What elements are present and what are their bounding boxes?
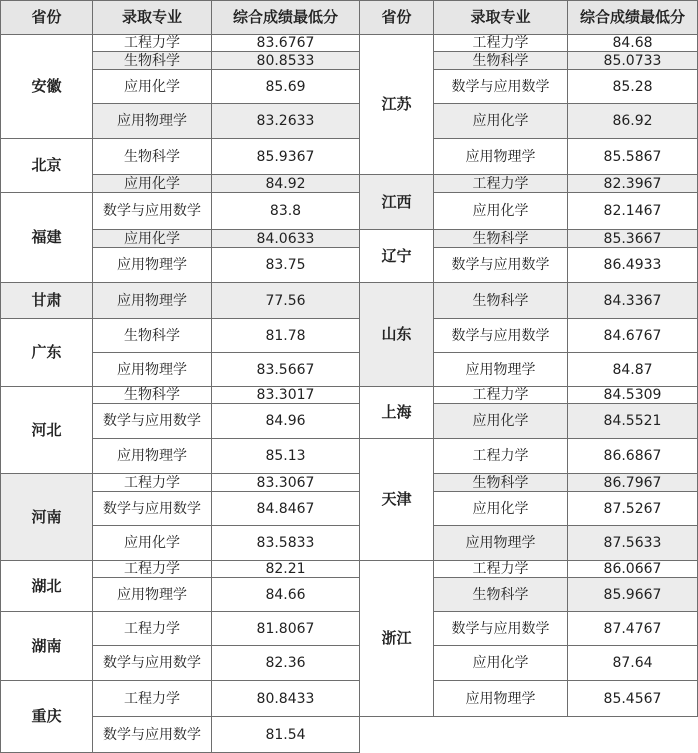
score-cell: 86.7967: [568, 474, 698, 492]
major-cell: 应用物理学: [434, 681, 568, 717]
province-cell: 安徽: [0, 35, 93, 139]
score-cell: 87.5633: [568, 526, 698, 561]
score-cell: 84.0633: [212, 230, 360, 248]
score-cell: 84.68: [568, 35, 698, 52]
major-cell: 应用物理学: [93, 248, 212, 283]
province-cell: 重庆: [0, 681, 93, 753]
major-cell: 生物科学: [93, 319, 212, 353]
header-cell: 综合成绩最低分: [568, 0, 698, 35]
province-cell: 北京: [0, 139, 93, 193]
score-cell: 81.8067: [212, 612, 360, 646]
major-cell: 应用化学: [434, 193, 568, 230]
major-cell: 工程力学: [434, 175, 568, 193]
score-cell: 85.13: [212, 439, 360, 474]
province-cell: 湖北: [0, 561, 93, 612]
major-cell: 工程力学: [93, 612, 212, 646]
major-cell: 应用化学: [93, 70, 212, 104]
score-cell: 82.3967: [568, 175, 698, 193]
major-cell: 数学与应用数学: [434, 612, 568, 646]
province-cell: 天津: [360, 439, 434, 561]
major-cell: 生物科学: [93, 52, 212, 70]
score-cell: 85.3667: [568, 230, 698, 248]
score-cell: 85.5867: [568, 139, 698, 175]
major-cell: 工程力学: [434, 387, 568, 404]
score-cell: 84.96: [212, 404, 360, 439]
major-cell: 数学与应用数学: [434, 319, 568, 353]
major-cell: 应用化学: [93, 230, 212, 248]
score-cell: 87.5267: [568, 492, 698, 526]
score-cell: 85.28: [568, 70, 698, 104]
province-cell: 福建: [0, 193, 93, 283]
major-cell: 应用化学: [93, 526, 212, 561]
score-cell: 84.5309: [568, 387, 698, 404]
province-cell: 甘肃: [0, 283, 93, 319]
score-cell: 85.69: [212, 70, 360, 104]
score-cell: 85.0733: [568, 52, 698, 70]
score-cell: 86.92: [568, 104, 698, 139]
major-cell: 应用化学: [434, 492, 568, 526]
major-cell: 应用物理学: [93, 353, 212, 387]
score-cell: 84.3367: [568, 283, 698, 319]
header-cell: 省份: [360, 0, 434, 35]
score-cell: 84.8467: [212, 492, 360, 526]
province-cell: 上海: [360, 387, 434, 439]
major-cell: 应用物理学: [93, 104, 212, 139]
score-cell: 84.6767: [568, 319, 698, 353]
major-cell: 应用物理学: [434, 139, 568, 175]
major-cell: 生物科学: [93, 387, 212, 404]
score-cell: 86.0667: [568, 561, 698, 578]
score-cell: 83.3067: [212, 474, 360, 492]
province-cell: 江西: [360, 175, 434, 230]
score-cell: 82.1467: [568, 193, 698, 230]
major-cell: 应用化学: [93, 175, 212, 193]
major-cell: 数学与应用数学: [434, 70, 568, 104]
score-cell: 85.9667: [568, 578, 698, 612]
major-cell: 应用化学: [434, 104, 568, 139]
score-cell: 84.5521: [568, 404, 698, 439]
score-cell: 85.9367: [212, 139, 360, 175]
score-cell: 77.56: [212, 283, 360, 319]
major-cell: 工程力学: [434, 439, 568, 474]
score-cell: 86.6867: [568, 439, 698, 474]
major-cell: 生物科学: [434, 283, 568, 319]
major-cell: 数学与应用数学: [93, 404, 212, 439]
province-cell: 山东: [360, 283, 434, 387]
major-cell: 生物科学: [93, 139, 212, 175]
score-cell: 83.8: [212, 193, 360, 230]
major-cell: 应用物理学: [93, 578, 212, 612]
major-cell: 应用物理学: [93, 283, 212, 319]
score-cell: 83.75: [212, 248, 360, 283]
major-cell: 生物科学: [434, 52, 568, 70]
score-cell: 82.36: [212, 646, 360, 681]
major-cell: 工程力学: [93, 561, 212, 578]
major-cell: 数学与应用数学: [93, 193, 212, 230]
major-cell: 工程力学: [93, 474, 212, 492]
major-cell: 数学与应用数学: [93, 717, 212, 753]
header-cell: 综合成绩最低分: [212, 0, 360, 35]
province-cell: 浙江: [360, 561, 434, 717]
score-cell: 82.21: [212, 561, 360, 578]
province-cell: 湖南: [0, 612, 93, 681]
major-cell: 应用化学: [434, 646, 568, 681]
score-cell: 86.4933: [568, 248, 698, 283]
score-cell: 83.6767: [212, 35, 360, 52]
major-cell: 应用化学: [434, 404, 568, 439]
header-cell: 录取专业: [434, 0, 568, 35]
province-cell: 广东: [0, 319, 93, 387]
score-cell: 81.78: [212, 319, 360, 353]
major-cell: 应用物理学: [93, 439, 212, 474]
score-cell: 80.8533: [212, 52, 360, 70]
province-cell: 辽宁: [360, 230, 434, 283]
province-cell: 江苏: [360, 35, 434, 175]
score-cell: 84.66: [212, 578, 360, 612]
major-cell: 生物科学: [434, 230, 568, 248]
score-cell: 85.4567: [568, 681, 698, 717]
major-cell: 工程力学: [434, 35, 568, 52]
score-cell: 81.54: [212, 717, 360, 753]
score-cell: 80.8433: [212, 681, 360, 717]
score-cell: 83.5667: [212, 353, 360, 387]
major-cell: 数学与应用数学: [93, 646, 212, 681]
major-cell: 数学与应用数学: [434, 248, 568, 283]
score-cell: 87.64: [568, 646, 698, 681]
header-cell: 录取专业: [93, 0, 212, 35]
score-cell: 83.5833: [212, 526, 360, 561]
score-cell: 83.2633: [212, 104, 360, 139]
score-cell: 83.3017: [212, 387, 360, 404]
score-cell: 84.87: [568, 353, 698, 387]
major-cell: 工程力学: [93, 681, 212, 717]
major-cell: 应用物理学: [434, 526, 568, 561]
province-cell: 河南: [0, 474, 93, 561]
score-cell: 87.4767: [568, 612, 698, 646]
major-cell: 生物科学: [434, 578, 568, 612]
major-cell: 应用物理学: [434, 353, 568, 387]
major-cell: 工程力学: [93, 35, 212, 52]
score-cell: 84.92: [212, 175, 360, 193]
major-cell: 生物科学: [434, 474, 568, 492]
header-cell: 省份: [0, 0, 93, 35]
province-cell: 河北: [0, 387, 93, 474]
major-cell: 工程力学: [434, 561, 568, 578]
major-cell: 数学与应用数学: [93, 492, 212, 526]
